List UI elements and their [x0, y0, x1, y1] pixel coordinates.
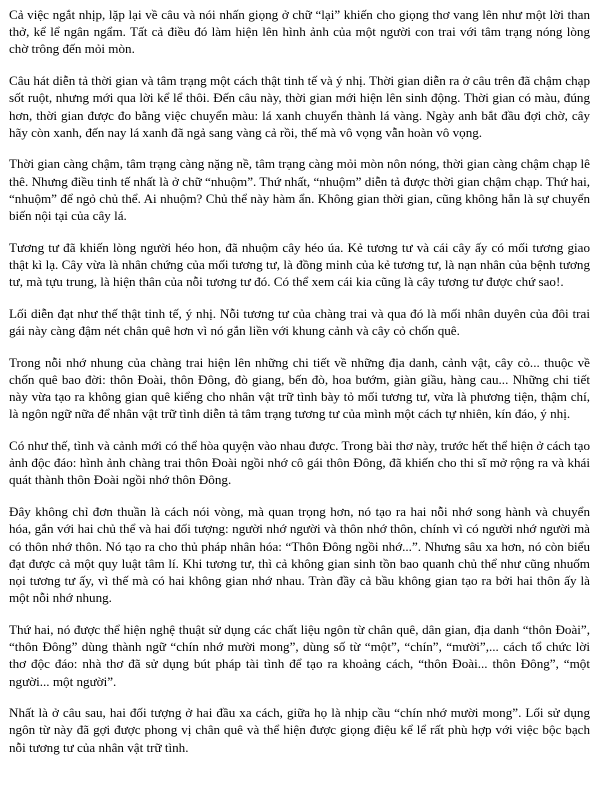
paragraph-9: Thứ hai, nó được thể hiện nghệ thuật sử dụng các chất liệu ngôn từ chân quê, dân gian, địa danh “thôn Đoài”, “thôn Đông” dùng thành ngữ “chín nhớ mười mong”, dùng số từ “một”, “chín”, “mười”,... cách tổ chức lời thơ độc đáo: nhà thơ đã sử dụng bút pháp tài tình để tạo ra khoảng cách, “thôn Đoài... thôn Đông”, “một người... một người”.	[9, 621, 590, 689]
paragraph-7: Có như thế, tình và cảnh mới có thể hòa quyện vào nhau được. Trong bài thơ này, trước hết thể hiện ở cách tạo ảnh độc đáo: hình ảnh chàng trai thôn Đoài ngồi nhớ cô gái thôn Đông, đã khiến cho thi sĩ mở rộng ra và khái quát thành thôn Đoài ngồi nhớ thôn Đông.	[9, 438, 590, 488]
paragraph-10: Nhất là ở câu sau, hai đối tượng ở hai đầu xa cách, giữa họ là nhịp cầu “chín nhớ mười mong”. Lối sử dụng ngôn từ này đã gợi được phong vị chân quê và thể hiện được giọng điệu kể lể rất phù hợp với việc bộc bạch nỗi tương tư của nhân vật trữ tình.	[9, 705, 590, 755]
paragraph-5: Lối diễn đạt như thế thật tinh tế, ý nhị. Nỗi tương tư của chàng trai và qua đó là mối nhân duyên của đôi trai gái này càng đậm nét chân quê hơn vì nó gắn liền với khung cảnh và cây cỏ chốn quê.	[9, 305, 590, 339]
paragraph-6: Trong nỗi nhớ nhung của chàng trai hiện lên những chi tiết về những địa danh, cảnh vật, cây cỏ... thuộc về chốn quê bao đời: thôn Đoài, thôn Đông, đò giang, bến đò, hoa bướm, giàn giầu, hàng cau... Những chi tiết này vừa tạo ra không gian quê kiểng cho nhân vật trữ tình bày tỏ mối tương tư, vừa là phương tiện, thậm chí, là ngôn ngữ nữa để nhân vật trữ tình diễn tả tâm trạng tương tư của mình một cách tự nhiên, kín đáo, ý nhị.	[9, 354, 590, 422]
paragraph-2: Câu hát diễn tả thời gian và tâm trạng một cách thật tinh tế và ý nhị. Thời gian diễn ra ở câu trên đã chậm chạp sốt ruột, nhưng mới qua lời kể lể thôi. Đến câu này, thời gian mới hiện lên sinh động. Thời gian có màu, đúng hơn, thời gian được đo bằng việc chuyển màu: lá xanh chuyển thành lá vàng. Ngày anh bắt đầu đợi chờ, cây hãy còn xanh, đến nay lá xanh đã ngả sang vàng cả rồi, thế mà vô vọng vẫn hoàn vô vọng.	[9, 73, 590, 140]
paragraph-1: Cả việc ngắt nhịp, lặp lại về câu và nói nhấn giọng ở chữ “lại” khiến cho giọng thơ vang lên như một lời than thở, kể lể ngân ngẩm. Tất cả điều đó làm hiện lên hình ảnh của một người con trai với tâm trạng nóng lòng chờ trông đến mỏi mòn.	[9, 7, 590, 57]
paragraph-4: Tương tư đã khiến lòng người héo hon, đã nhuộm cây héo úa. Kẻ tương tư và cái cây ấy có mối tương giao thật kì lạ. Cây vừa là nhân chứng của mối tương tư, là đồng minh của kẻ tương tư, là nạn nhân của bệnh tương tư, mà tựu trung, là hiện thân của nỗi tương tư đó. Có thể xem cái kia cũng là cây tương tư được chứ sao!.	[9, 239, 590, 290]
paragraph-8: Đây không chỉ đơn thuần là cách nói vòng, mà quan trọng hơn, nó tạo ra hai nỗi nhớ song hành và chuyển hóa, gắn với hai chủ thể và hai đối tượng: người nhớ người và thôn nhớ thôn, chính vì có người nhớ người mà có thôn nhớ thôn. Nó tạo ra cho thủ pháp nhân hóa: “Thôn Đông ngồi nhớ...”. Nhưng sâu xa hơn, nó còn biểu đạt được cả một quy luật tâm lí. Khi tương tư, thì cả không gian sinh tồn bao quanh chủ thể như cũng nhuốm nọi tương tư ấy, vì thế mà có hai không gian nhớ nhau. Tràn đầy cả bầu không gian tạo ra bởi hai thôn ấy là một nỗi nhớ nhung.	[9, 504, 590, 606]
paragraph-3: Thời gian càng chậm, tâm trạng càng nặng nề, tâm trạng càng mỏi mòn nôn nóng, thời gian càng chậm chạp lê thê. Nhưng điều tinh tế nhất là ở chữ “nhuộm”. Thứ nhất, “nhuộm” diễn tả được thời gian chậm chạp. Thứ hai, “nhuộm” để ngỏ chủ thể. Ai nhuộm? Chủ thể này hàm ẩn. Không gian thời gian, cũng không hẳn là sự chuyển biến nội tại của cây lá.	[9, 156, 590, 224]
